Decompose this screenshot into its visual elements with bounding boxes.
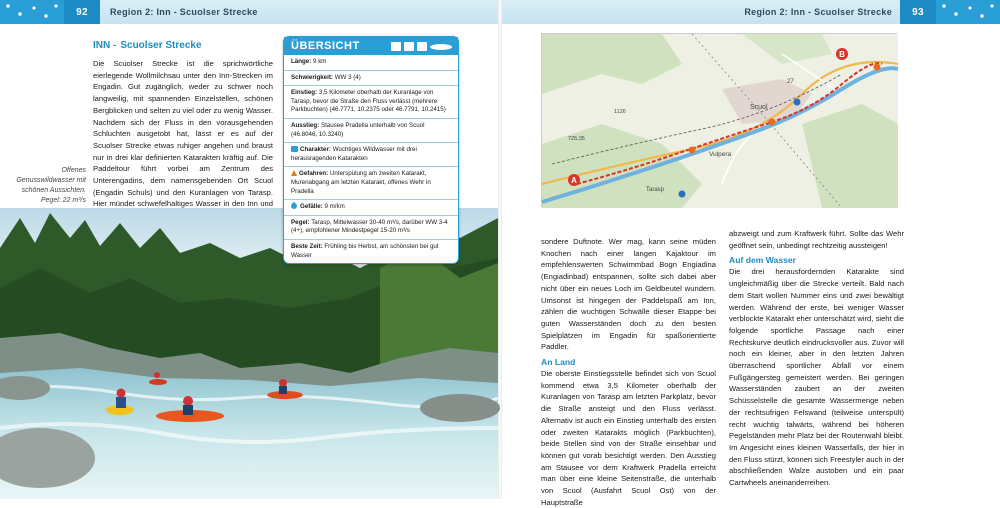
section-subtitle: Scuolser Strecke: [120, 40, 202, 51]
left-page-header: [0, 0, 499, 24]
paragraph: Die drei herausfordernden Katarakte sind ungleichmäßig über die Strecke verteilt. Bald nach dem Start wollen Nummer eins und zwei bewältigt werden. Während der erste, bei weniger Wasser verblockte Katarakt eher unterschätzt wird, sieht die folgende sportliche Passage nach einer Rechtskurve deutlich eindrucksvoller aus. Zuvor will noch ein kleiner, aber in den letzten Jahren überraschend sportlicher Abfall vor einem Fußgängersteg gemeistert werden. Bei geringen Wasserständen zaubert an der zweiten Schüsselstelle die gesamte Wassermenge neben der rechtsufrigen Felswand (teilweise unterspült) recht wuchtig talwärts, während bei höheren Pegelständen mehr Platz bei der Routenwahl bleibt. Im Angesicht eines kleinen Wasserfalls, der hier in den Fluss stürzt, können sich Freestyler auch in der abschließenden Walze austoben und ein paar Cartwheels aneinanderreihen.: [729, 267, 904, 488]
route-map: [541, 33, 897, 207]
info-row-best-time: [284, 240, 458, 263]
info-label: Gefahren:: [299, 170, 329, 178]
snowflake-decoration-icon: [936, 0, 1000, 24]
info-value: Frühling bis Herbst, am schönsten bei gut Wasser: [291, 242, 439, 259]
info-row-gauge: [284, 216, 458, 240]
info-label: Ausstieg:: [291, 121, 320, 129]
cataract-marker-icon: [874, 64, 881, 71]
heading-an-land: An Land: [541, 357, 576, 368]
warning-icon: [291, 170, 297, 176]
left-page-number: 92: [64, 0, 100, 24]
cataract-marker-icon: [769, 119, 776, 126]
section-title-main: INN -: [93, 40, 117, 51]
info-value: Wuchtiges Wildwasser mit drei herausragenden Katarakten: [291, 146, 417, 162]
info-row-exit: [284, 119, 458, 143]
exit-marker-b: [836, 48, 848, 60]
info-label: Beste Zeit:: [291, 242, 323, 250]
snowflake-decoration-icon: [0, 0, 64, 24]
info-row-character: [284, 143, 458, 167]
left-body-text: Die Scuolser Strecke ist die sprichwörtliche eierlegende Wollmilchsau unter den Inn-Strecken im Engadin. Gut zugänglich, weder zu schwer noch langweilig, mit spannenden Einzelstellen, schönen Bergblicken und selten zu viel oder zu wenig Wasser. Nachdem sich der Fluss in den vorausgehenden Schluchten ausgetobt hat, lässt er es auf der Scuolser Strecke etwas ruhiger angehen und braust nur in drei klar definierten Katarakten kräftig auf. Die Paddeltour führt vorbei am Zentrum des Unterengadins, dem namensgebenden Ort Scuol (Engadin Schuls) und den Kuranlagen von Tarasp. Hier mündet schwefelhaltiges Wasser in den Inn und: [93, 59, 273, 209]
info-value: Tarasp, Mittelwasser 30-40 m³/s, darüber WW 3-4 (4+), empfohlener Mindestpegel 15-20 m³/s: [291, 218, 448, 235]
info-row-length: [284, 55, 458, 71]
map-label-road: 27: [787, 79, 794, 85]
paragraph: sondere Duftnote. Wer mag, kann seine müden Knochen nach einer langen Kajaktour im empfehlenswerten Schwimmbad Bogn Engiadina (Engiadinbad) entspannen, sollte sich dabei aber nicht über ein neues Loch im Geldbeutel wundern. Umsonst ist hingegen der Paddelspaß am Inn, zählen die wuchtigen Schwälle dieser Etappe bei guten Wasserständen doch zu den besten Spielplätzen im Engadin für spaßorientierte Paddler.: [541, 237, 716, 352]
section-title: [93, 40, 202, 51]
info-row-entry: [284, 86, 458, 119]
infobox-title: ÜBERSICHT: [291, 40, 360, 52]
info-value: Stausee Pradella unterhalb von Scuol (46.8046, 10.3240): [291, 121, 425, 138]
page-gutter: [498, 0, 502, 499]
infobox-icons: [391, 42, 452, 51]
character-icon: [291, 146, 298, 152]
info-value: WW 3 (4): [334, 73, 361, 81]
right-page-number: 93: [900, 0, 936, 24]
route-map-drawing: [542, 34, 898, 208]
overview-infobox: [283, 36, 459, 264]
bus-icon: [417, 42, 427, 51]
info-value: 3,5 Kilometer oberhalb der Kuranlage von Tarasp, bevor die Straße den Fluss verlässt (mehrere Parkbuchten) (46.7771, 10.2375 oder 46.7791, 10.2415): [291, 89, 446, 114]
info-value: Unterspülung am zweiten Katarakt, Murenabgang am letzten Katarakt, offenes Wehr in Pradella: [291, 170, 431, 195]
cataract-marker-icon: [689, 147, 696, 154]
car-icon: [391, 42, 401, 51]
info-label: Gefälle:: [300, 203, 323, 211]
info-label: Charakter:: [300, 146, 331, 154]
svg-text:B: B: [839, 50, 845, 59]
photo-caption: Offenes Genusswildwasser mit schönen Aussichten. Pegel: 22 m³/s: [16, 167, 86, 204]
map-label-scuol: Scuol: [750, 104, 768, 111]
info-row-difficulty: [284, 71, 458, 87]
svg-text:A: A: [571, 176, 577, 185]
kayak-icon: [430, 44, 452, 50]
map-label-tarasp: Tarasp: [646, 187, 665, 193]
info-label: Länge:: [291, 58, 312, 65]
right-running-title: Region 2: Inn - Scuolser Strecke: [744, 7, 892, 17]
info-value: 9 km: [313, 58, 327, 65]
map-label-elevation-2: 1126: [614, 109, 626, 115]
map-label-elevation-1: 725,35: [568, 136, 585, 142]
info-label: Pegel:: [291, 218, 310, 226]
camera-icon: [404, 42, 414, 51]
info-row-dangers: [284, 167, 458, 200]
right-column-2: [729, 228, 904, 489]
info-label: Schwierigkeit:: [291, 73, 333, 81]
paragraph: Die oberste Einstiegsstelle befindet sich von Scuol kommend etwa 3,5 Kilometer oberhalb der Kuranlagen von Tarasp am letzten Parkplatz, bevor die Straße ansteigt und den Fluss verlässt. Alternativ ist auch ein Einstieg unterhalb des ersten oder zweiten Katarakts möglich (Parkbuchten), beide Stellen sind von der Straße einsehbar und können gut vorab besichtigt werden. Den Ausstieg am Stausee vor dem Kraftwerk Pradella erreicht man über eine kleine Seitenstraße, die unterhalb von Scuol (Ausfahrt Scuol Ost) von der Hauptstraße: [541, 369, 716, 507]
info-label: Einstieg:: [291, 89, 318, 97]
left-running-title: Region 2: Inn - Scuolser Strecke: [110, 7, 258, 17]
paragraph: abzweigt und zum Kraftwerk führt. Sollte das Wehr geöffnet sein, unbedingt rechtzeitig aussteigen!: [729, 229, 904, 250]
infobox-header: [284, 37, 458, 55]
entry-marker-a: [568, 174, 580, 186]
right-column-1: [541, 236, 716, 508]
right-page-header: [501, 0, 1000, 24]
info-marker-icon: [679, 191, 686, 198]
map-label-vulpera: Vulpera: [709, 151, 732, 158]
info-row-gradient: [284, 200, 458, 216]
gradient-icon: [290, 202, 298, 210]
heading-auf-dem-wasser: Auf dem Wasser: [729, 255, 797, 266]
info-value: 9 m/km: [324, 203, 345, 211]
info-marker-icon: [794, 99, 801, 106]
